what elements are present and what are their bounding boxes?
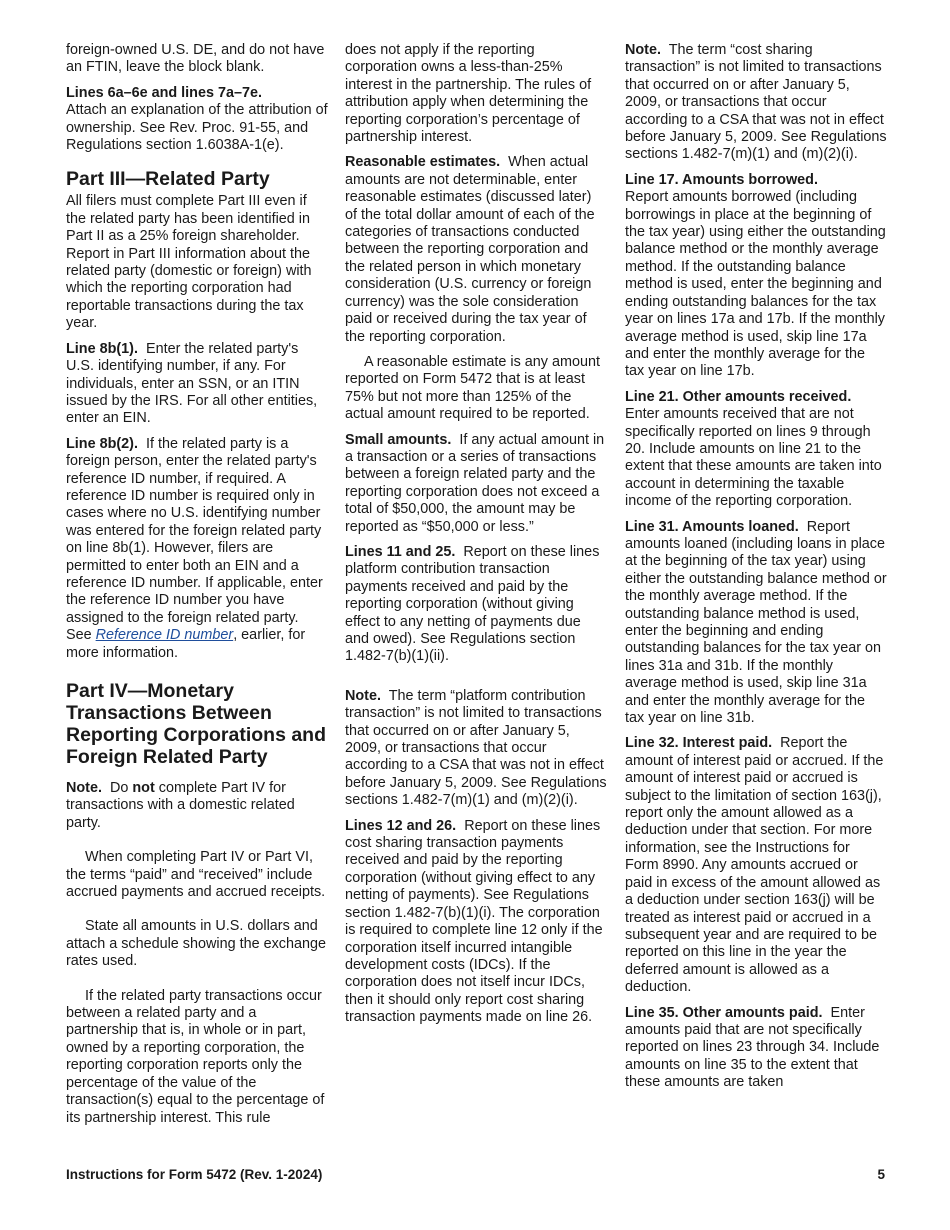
paragraph-de-ftin: foreign-owned U.S. DE, and do not have an FTIN, leave the block blank. — [66, 42, 325, 76]
note-not-emphasis: not — [132, 780, 155, 796]
part-4-note — [66, 780, 328, 832]
line-8b2-heading: Line 8b(2). — [66, 435, 138, 452]
estimate-definition-paragraph: A reasonable estimate is any amount reported on Form 5472 that is at least 75% but not more than 125% of the actual amount required to be reported. — [345, 353, 600, 423]
line-35-text: Enter amounts paid that are not specifically reported on lines 23 through 34. Include amounts on line 35 to the extent that these amounts are taken — [625, 1004, 880, 1091]
lines-11-25-text: Report on these lines platform contribution transaction payments received and paid by the reporting corporation (without giving effect to any netting of payments due and owed). See Regulations section 1.482-7(b)(1)(ii). — [345, 543, 600, 665]
reference-id-number-link[interactable]: Reference ID number — [95, 627, 234, 644]
note-post: complete Part IV for transactions with a domestic related party. — [66, 780, 295, 831]
us-dollars-paragraph: State all amounts in U.S. dollars and attach a schedule showing the exchange rates used. — [66, 918, 327, 970]
reasonable-estimates-text: When actual amounts are not determinable, enter reasonable estimates (discussed later) of the total dollar amount of each of the categories of transactions conducted between the reporting corporation and the related person in which monetary consideration (U.S. currency or foreign currency) was the sole consideration paid or received during the tax year of the reporting corporation. — [345, 154, 595, 345]
note-pre: Do — [109, 780, 129, 796]
line-21-paragraph — [625, 389, 887, 511]
partnership-paragraph: If the related party transactions occur between a related party and a partnership that is, in whole or in part, owned by a reporting corporation, the reporting corporation reports only the percentage of the value of the transaction(s) equal to the percentage of its partnership interest. This rule — [66, 987, 325, 1126]
line-31-paragraph — [625, 519, 887, 728]
lines-11-25-paragraph — [345, 544, 607, 666]
line-17-paragraph — [625, 172, 887, 381]
small-amounts-heading: Small amounts. — [345, 431, 452, 448]
line-21-heading: Line 21. Other amounts received. — [625, 388, 852, 405]
line-8b2-text: If the related party is a foreign person, enter the related party's reference ID number, if required. A reference ID number is required only in cases where no U.S. identifying number was entered for the foreign related party on line 8b(1). However, filers are permitted to enter both an EIN and a reference ID number. If applicable, enter the reference ID number you have assigned to the foreign related party. See — [66, 435, 323, 644]
footer-document-title: Instructions for Form 5472 (Rev. 1-2024) — [66, 1167, 323, 1182]
page-footer — [66, 1167, 885, 1187]
line-32-text: Report the amount of interest paid or accrued. If the amount of interest paid or accrued is subject to the limitation of section 163(j), report only the amount allowed as a deduction under that section. For more information, see the Instructions for Form 8990. Any amounts accrued or paid in excess of the amount allowed as a deduction under section 163(j) will be treated as interest paid or accrued in a subsequent year and are required to be reported on this line in the year the deferred amount is allowed as a deduction. — [625, 735, 884, 996]
line-32-heading: Line 32. Interest paid. — [625, 735, 773, 752]
cost-sharing-note-label: Note. — [625, 42, 661, 58]
line-8b2-tail: , earlier, for more information. — [66, 627, 306, 661]
line-17-text: Report amounts borrowed (including borrowings in place at the beginning of the tax year) using either the outstanding balance method or the monthly average method. If the outstanding balance method is used, enter the beginning and ending outstanding balances for the tax year on lines 17a and 17b. If the monthly average method is used, skip line 17a and enter the monthly average for the tax year on line 17b. — [625, 189, 886, 380]
line-31-text: Report amounts loaned (including loans in place at the beginning of the tax year) using either the outstanding balance method or the monthly average method. If the outstanding balance method is used, enter the beginning and ending outstanding balances for the tax year on lines 31a and 31b. If the monthly average method is used, skip line 31a and enter the monthly average for the tax year on line 31b. — [625, 518, 887, 727]
lines-6-7-heading: Lines 6a–6e and lines 7a–7e. — [66, 84, 262, 101]
cost-sharing-note-paragraph — [625, 42, 887, 164]
small-amounts-paragraph — [345, 432, 607, 536]
platform-note-text: The term “platform contribution transaction” is not limited to transactions that occurred on or after January 5, 2009, or transactions that occur according to a CSA that was not in effect before January 5, 2009. See Regulations sections 1.482-7(m)(1) and (m)(2)(i). — [345, 687, 607, 809]
line-17-heading: Line 17. Amounts borrowed. — [625, 171, 818, 188]
platform-note-label: Note. — [345, 687, 381, 704]
column-2 — [345, 42, 607, 1035]
lines-6-7-text: Attach an explanation of the attribution of ownership. See Rev. Proc. 91-55, and Regulations section 1.6038A-1(e). — [66, 102, 328, 154]
page-number: 5 — [877, 1167, 885, 1182]
line-35-heading: Line 35. Other amounts paid. — [625, 1004, 823, 1021]
line-8b2-paragraph — [66, 436, 328, 662]
line-8b1-heading: Line 8b(1). — [66, 340, 138, 357]
cost-sharing-note-text: The term “cost sharing transaction” is not limited to transactions that occurred on or after January 5, 2009, or transactions that occur according to a CSA that was not in effect before January 5, 2009. See Regulations sections 1.482-7(m)(1) and (m)(2)(i). — [625, 42, 887, 163]
part-3-text: All filers must complete Part III even if the related party has been identified in Part II as a 25% foreign shareholder. Report in Part III information about the related party (domestic or foreign) with which the reporting corporation had reportable transactions during the tax year. — [66, 193, 312, 332]
attribution-continued: does not apply if the reporting corporation owns a less-than-25% interest in the partnership. The rules of attribution apply when determining the reporting corporation’s percentage of partnership interest. — [345, 42, 592, 146]
line-32-paragraph — [625, 735, 887, 996]
line-21-text: Enter amounts received that are not specifically reported on lines 9 through 20. Include amounts on line 21 to the extent that these amounts are taken into account in determining the taxable income of the reporting corporation. — [625, 406, 882, 510]
part-4-heading: Part IV—Monetary Transactions Between Reporting Corporations and Foreign Related Party — [66, 680, 326, 768]
line-8b1-text: Enter the related party's U.S. identifying number, if any. For individuals, enter an SSN, or an ITIN issued by the IRS. For all other entities, enter an EIN. — [66, 340, 318, 427]
column-3 — [625, 42, 887, 1100]
platform-note-paragraph — [345, 688, 607, 810]
lines-12-26-heading: Lines 12 and 26. — [345, 817, 457, 834]
note-label: Note. — [66, 780, 102, 796]
part-3-heading: Part III—Related Party — [66, 168, 270, 191]
line-31-heading: Line 31. Amounts loaned. — [625, 518, 799, 535]
reasonable-estimates-paragraph — [345, 154, 607, 345]
paid-received-paragraph: When completing Part IV or Part VI, the terms “paid” and “received” include accrued payments and accrued receipts. — [66, 849, 326, 901]
lines-12-26-paragraph — [345, 818, 607, 1027]
small-amounts-text: If any actual amount in a transaction or a series of transactions between a foreign related party and the reporting corporation does not exceed a total of $50,000, the amount may be reported as “$50,000 or less.” — [345, 431, 605, 535]
lines-12-26-text: Report on these lines cost sharing transaction payments received and paid by the reporting corporation (without giving effect to any netting of payments). See Regulations section 1.482-7(b)(1)(i). The corporation is required to complete line 12 only if the corporation itself incurred intangible development costs (IDCs). If the corporation does not itself incur IDCs, then it should only report cost sharing transaction payments made on line 26. — [345, 817, 603, 1026]
line-35-paragraph — [625, 1005, 887, 1092]
reasonable-estimates-heading: Reasonable estimates. — [345, 154, 501, 171]
line-8b1-paragraph — [66, 341, 328, 428]
lines-6-7-paragraph — [66, 85, 328, 155]
column-1 — [66, 42, 328, 1135]
lines-11-25-heading: Lines 11 and 25. — [345, 543, 456, 560]
